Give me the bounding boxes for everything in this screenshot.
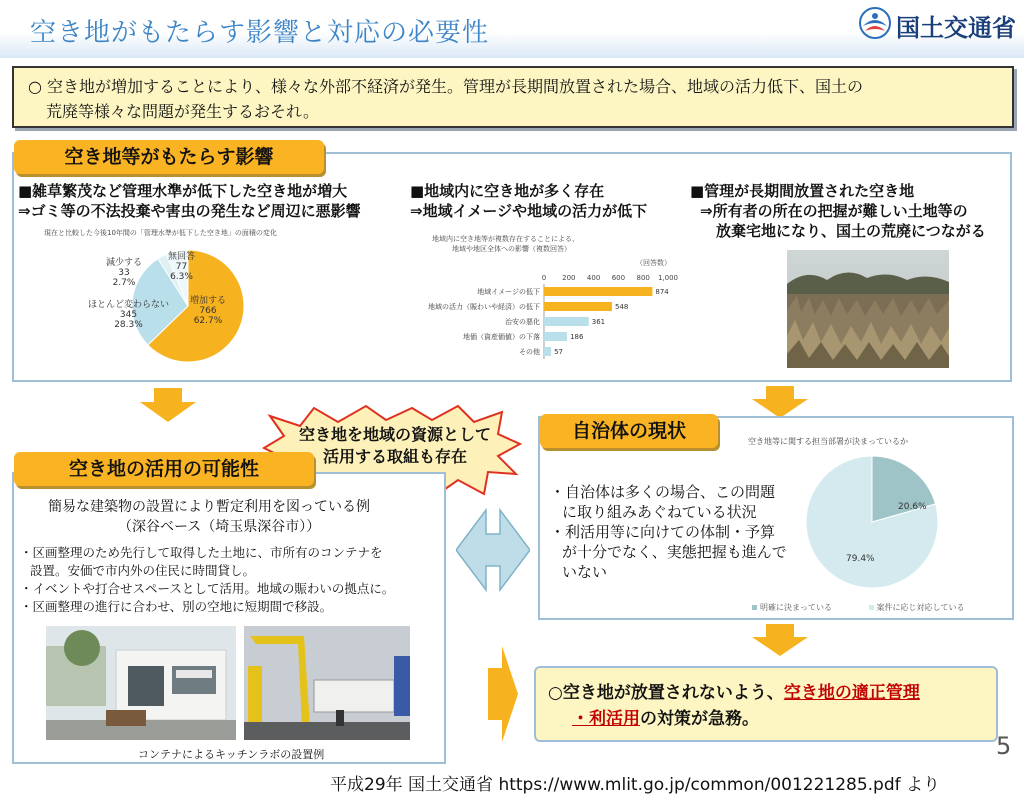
bar-category-4: その他 (519, 348, 540, 356)
pie1-pct-1: 28.3% (114, 320, 143, 330)
pie2-chart (804, 454, 940, 590)
use-caption-2: （深谷ベース（埼玉県深谷市）） (118, 519, 321, 535)
impact-col3-head2: ⇒所有者の所在の把握が難しい土地等の (700, 202, 968, 220)
bar-tick-3: 600 (611, 274, 626, 282)
use-bullet-1: ・区画整理のため先行して取得した土地に、市所有のコンテナを (20, 545, 383, 560)
use-bullet-3: ・区画整理の進行に合わせ、別の空地に短期間で移設。 (20, 599, 333, 614)
use-caption-1: 簡易な建築物の設置により暫定利用を図っている例 (48, 499, 370, 515)
arrow-down-left-icon (140, 388, 196, 422)
crane-install-photo (244, 626, 410, 740)
bar-title-line1: 地域内に空き地等が複数存在することによる、 (432, 235, 579, 243)
pie1-val-0: 766 (199, 306, 217, 316)
bar-2 (544, 317, 589, 326)
pie1-val-2: 33 (118, 268, 130, 278)
bar-chart (420, 272, 690, 364)
municipal-bullets (550, 482, 787, 582)
pie1-val-3: 77 (175, 262, 188, 272)
bar-unit: （回答数） (636, 259, 671, 267)
summary-box (12, 66, 1014, 128)
arrow-down-right-icon (752, 386, 808, 418)
bar-category-0: 地域イメージの低下 (477, 288, 540, 296)
conclusion-highlight-1: 空き地の適正管理 (783, 683, 920, 703)
source-citation: 平成29年 国土交通省 https://www.mlit.go.jp/common/001221285.pdf より (330, 775, 941, 795)
bar-category-3: 地価（資産価値）の下落 (463, 333, 540, 341)
pie2-pct-1: 79.4% (846, 554, 875, 564)
bar-3 (544, 332, 567, 341)
ministry-logo (858, 6, 1018, 40)
impact-col2-head1: ■地域内に空き地が多く存在 (410, 182, 605, 200)
pie1-title: 現在と比較した今後10年間の「管理水準が低下した空き地」の面積の変化 (44, 229, 277, 237)
bar-value-4: 57 (554, 348, 563, 356)
bar-tick-4: 800 (636, 274, 650, 282)
conclusion-highlight-2: ・利活用 (572, 709, 640, 729)
bar-category-2: 治安の悪化 (505, 318, 540, 326)
use-badge: 空き地の活用の可能性 (14, 452, 314, 486)
bar-tick-2: 400 (586, 274, 601, 282)
photo-caption: コンテナによるキッチンラボの設置例 (138, 748, 325, 761)
pie1-label-same (88, 300, 169, 330)
summary-line-2: 荒廃等様々な問題が発生するおそれ。 (46, 102, 319, 121)
pie2-legend-1: 案件に応じ対応している (876, 603, 965, 612)
conclusion-part-4: の対策が急務。 (640, 709, 759, 729)
municipal-bullet-1b: に取り組みあぐねている状況 (562, 503, 757, 521)
impact-col1-head2: ⇒ゴミ等の不法投棄や害虫の発生など周辺に悪影響 (18, 202, 361, 220)
impact-col3-head1: ■管理が長期間放置された空き地 (690, 182, 915, 200)
bar-tick-5: 1,000 (657, 274, 679, 282)
summary-line-1: ○ 空き地が増加することにより、様々な外部不経済が発生。管理が長期間放置された場合、地域の活力低下、国土の (28, 77, 864, 96)
bar-value-2: 361 (591, 318, 606, 326)
page-number: 5 (996, 732, 1012, 760)
municipal-badge: 自治体の現状 (540, 414, 718, 448)
callout-line-2: 活用する取組も存在 (322, 447, 467, 466)
bar-category-1: 地域の活力（賑わいや経済）の低下 (428, 303, 540, 311)
pie1-val-1: 345 (119, 310, 138, 320)
pie2-legend (752, 602, 965, 613)
bar-4 (544, 347, 551, 356)
impact-col2-head2: ⇒地域イメージや地域の活力が低下 (410, 202, 648, 220)
conclusion-line-1 (548, 680, 984, 706)
bar-value-1: 548 (614, 303, 629, 311)
conclusion-line-2 (548, 706, 984, 732)
pie1-cat-2: 減少する (106, 258, 143, 268)
container-cafe-photo (46, 626, 236, 740)
callout-line-1: 空き地を地域の資源として (298, 425, 491, 444)
overgrown-lot-photo (787, 250, 949, 368)
bar-tick-1: 200 (562, 274, 576, 282)
municipal-bullet-1: ・自治体は多くの場合、この問題 (550, 483, 776, 501)
impact-badge: 空き地等がもたらす影響 (14, 140, 324, 174)
pie2-title: 空き地等に関する担当部署が決まっているか (748, 437, 908, 446)
pie2-pct-0: 20.6% (898, 502, 927, 512)
pie1-label-decrease (106, 258, 142, 288)
bar-tick-0: 0 (541, 274, 547, 282)
mlit-emblem-icon (858, 6, 892, 40)
page-title: 空き地がもたらす影響と対応の必要性 (30, 18, 490, 48)
double-arrow-icon (456, 500, 530, 600)
bar-0 (544, 287, 652, 296)
pie1-pct-3: 6.3% (170, 272, 193, 282)
conclusion-box (534, 666, 998, 742)
pie1-pct-2: 2.7% (112, 278, 136, 288)
pie2-legend-swatch-1 (869, 605, 874, 610)
municipal-bullet-2c: いない (562, 563, 608, 581)
ministry-name: 国土交通省 (896, 14, 1016, 42)
arrow-right-icon (488, 646, 518, 742)
pie2-legend-0: 明確に決まっている (760, 603, 832, 612)
impact-col3-head3: 放棄宅地になり、国土の荒廃につながる (716, 222, 986, 240)
arrow-down-conclusion-icon (752, 624, 808, 656)
pie1-label-noanswer (168, 252, 195, 282)
conclusion-part-1: ○空き地が放置されないよう、 (548, 683, 784, 703)
pie1-label-increase (190, 296, 226, 326)
impact-col1-head1: ■雑草繁茂など管理水準が低下した空き地が増大 (18, 182, 348, 200)
pie2-legend-swatch-0 (752, 605, 757, 610)
bar-value-0: 874 (655, 288, 669, 296)
use-bullets (20, 544, 394, 616)
use-bullet-2: ・イベントや打合せスペースとして活用。地域の賑わいの拠点に。 (20, 581, 395, 596)
municipal-bullet-2: ・利活用等に向けての体制・予算 (550, 523, 776, 541)
callout-text (290, 424, 500, 468)
pie1-cat-1: ほとんど変わらない (88, 300, 170, 310)
use-bullet-1b: 設置。安価で市内外の住民に時間貸し。 (30, 563, 256, 578)
bar-value-3: 186 (570, 333, 584, 341)
bar-1 (544, 302, 612, 311)
pie1-pct-0: 62.7% (193, 316, 223, 326)
pie1-cat-0: 増加する (190, 296, 227, 306)
pie1-cat-3: 無回答 (168, 252, 196, 262)
municipal-bullet-2b: が十分でなく、実態把握も進んで (562, 543, 787, 561)
bar-title-line2: 地域や地区全体への影響（複数回答） (452, 245, 571, 253)
